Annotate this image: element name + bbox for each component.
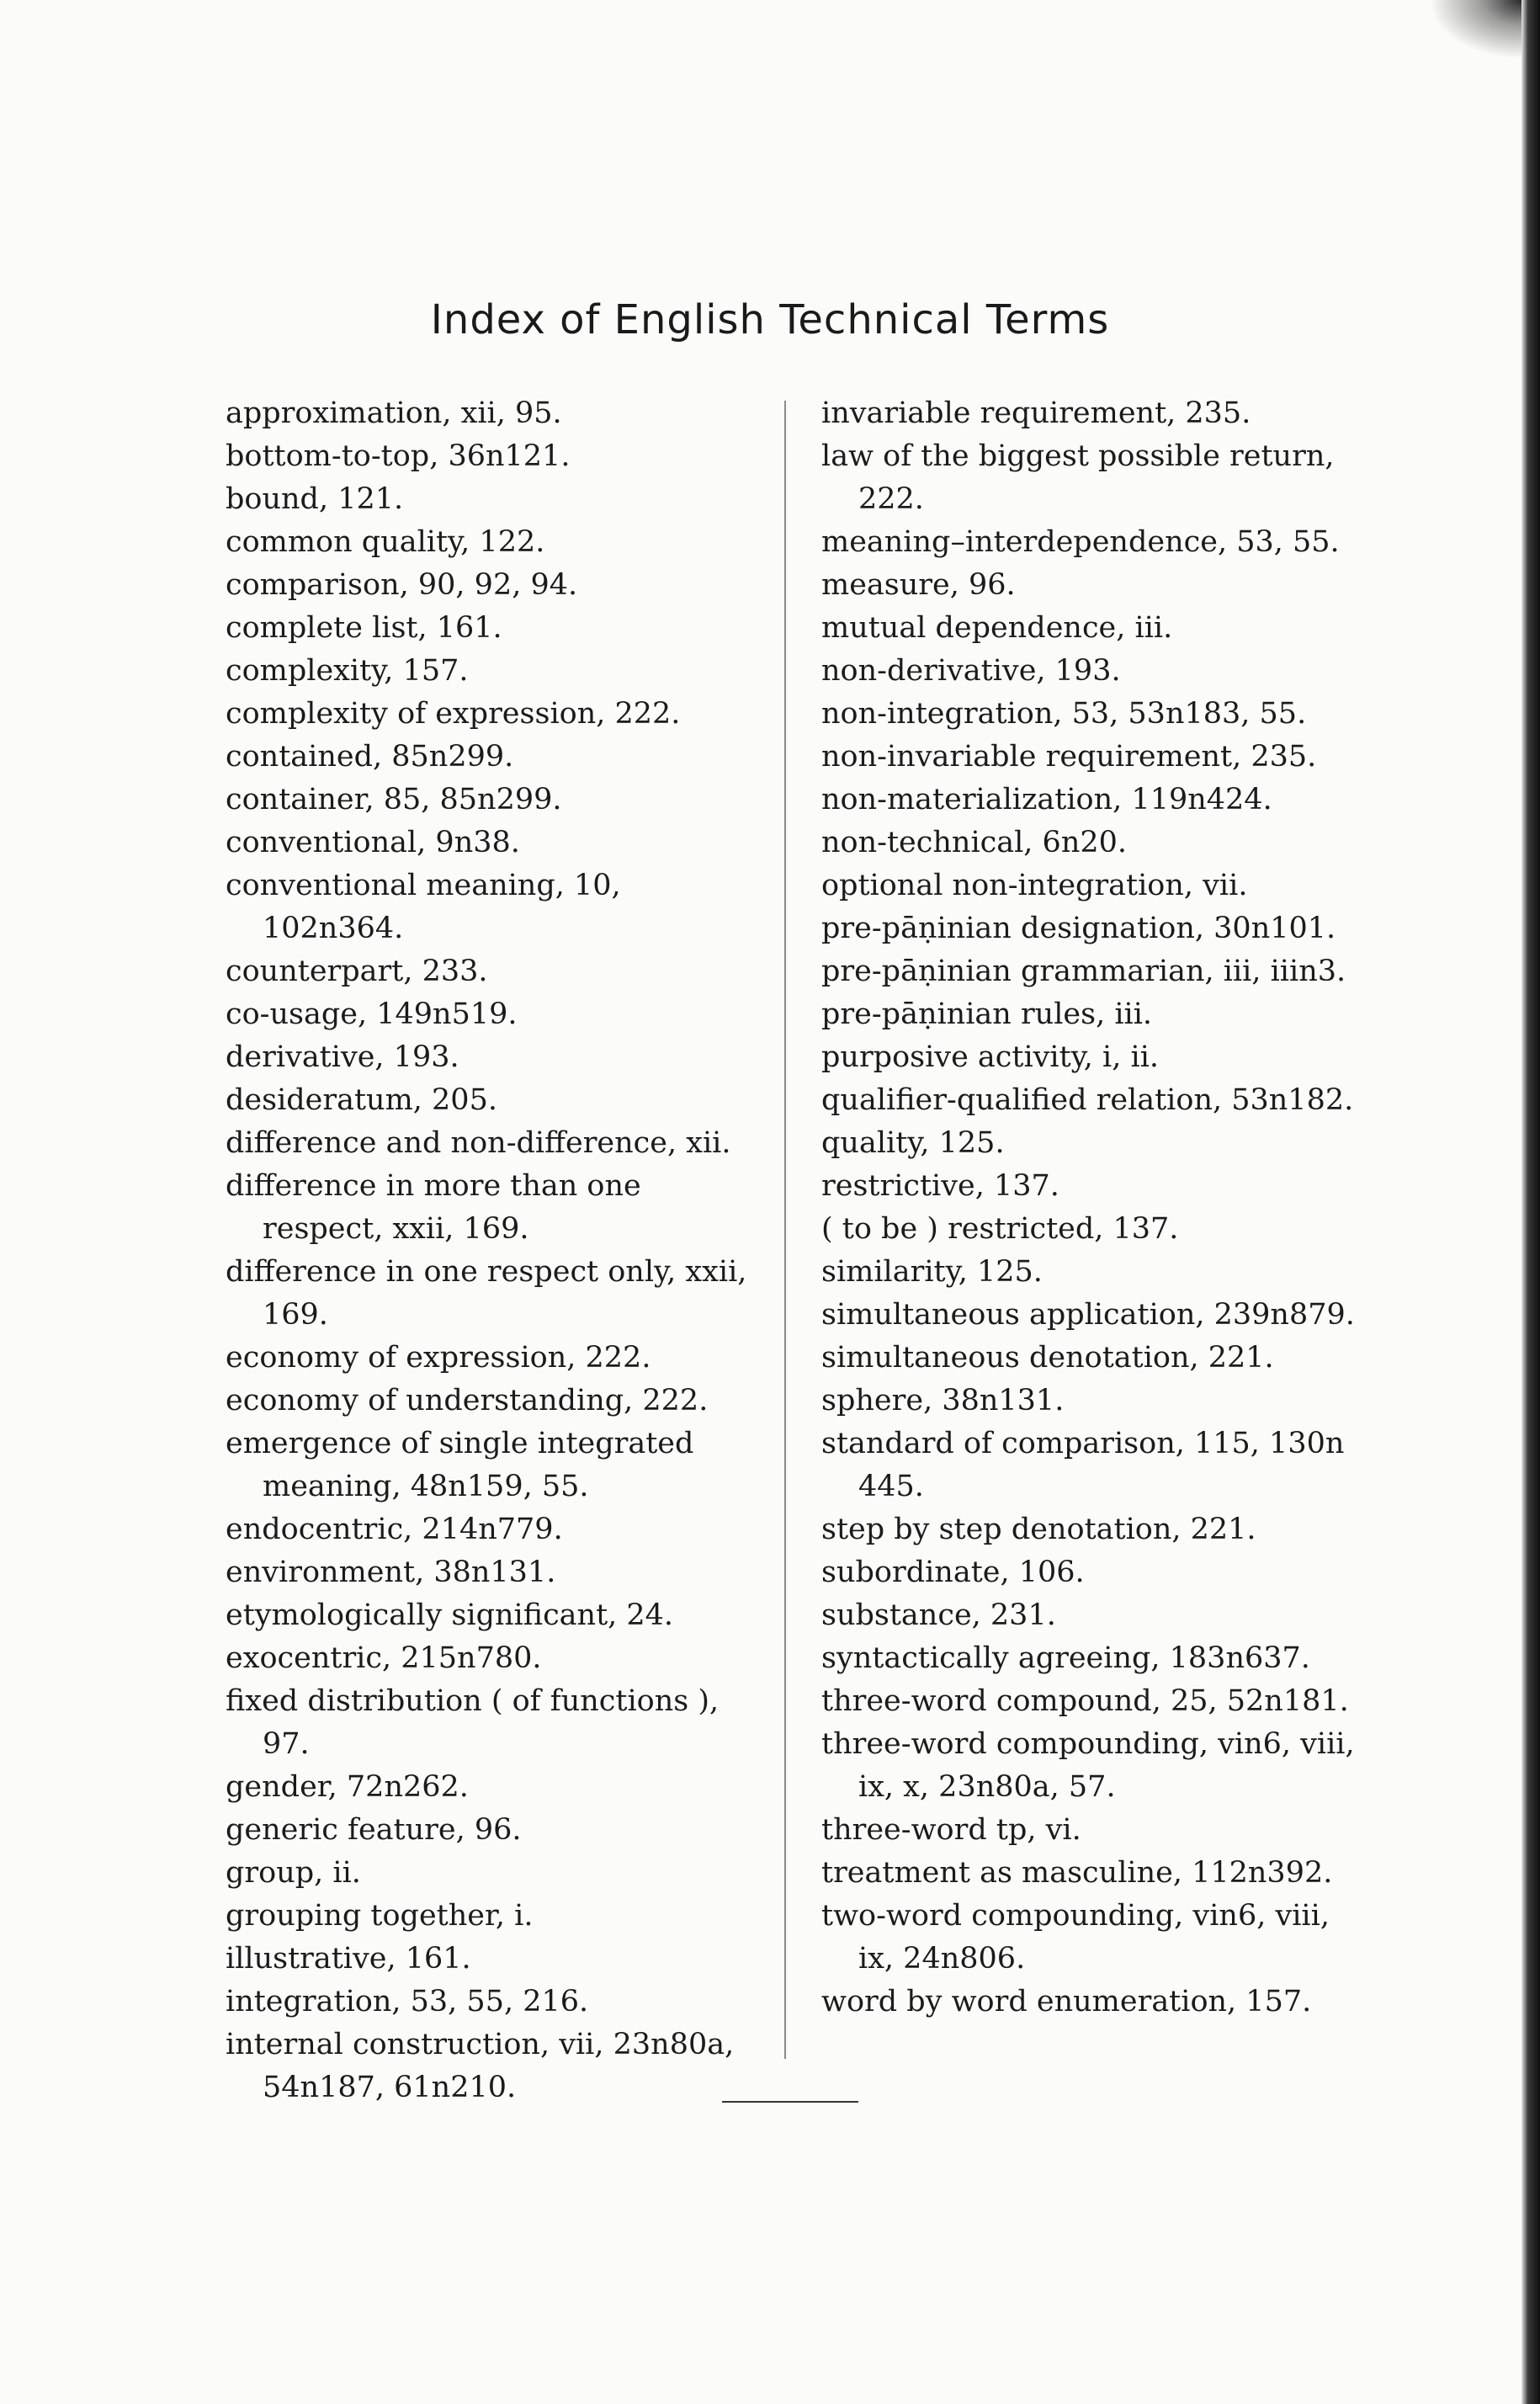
index-entry: restrictive, 137. [821, 1169, 1059, 1203]
index-column-left [226, 392, 764, 2109]
index-entry: non-materialization, 119n424. [821, 783, 1272, 816]
index-entry: two-word compounding, vin6, viii, ix, 24n806. [821, 1899, 1330, 1976]
index-entry: optional non-integration, vii. [821, 869, 1248, 902]
index-entry: bound, 121. [226, 482, 404, 516]
index-entry: quality, 125. [821, 1126, 1005, 1160]
index-entry: counterpart, 233. [226, 955, 488, 988]
index-entry: illustrative, 161. [226, 1942, 471, 1976]
index-entry: complexity of expression, 222. [226, 697, 681, 731]
index-entry: difference in one respect only, xxii, 169. [226, 1255, 747, 1332]
index-entry: endocentric, 214n779. [226, 1513, 563, 1546]
index-entry: non-integration, 53, 53n183, 55. [821, 697, 1307, 731]
index-entry: three-word compound, 25, 52n181. [821, 1684, 1349, 1718]
index-entry: subordinate, 106. [821, 1556, 1085, 1589]
index-entry: environment, 38n131. [226, 1556, 556, 1589]
page-binding-edge [1521, 0, 1540, 2404]
index-entry: complexity, 157. [226, 654, 469, 688]
index-entry: purposive activity, i, ii. [821, 1040, 1160, 1074]
index-entry: common quality, 122. [226, 525, 545, 559]
index-entry: qualifier-qualified relation, 53n182. [821, 1083, 1354, 1117]
index-entry: difference and non-difference, xii. [226, 1126, 731, 1160]
index-entry: derivative, 193. [226, 1040, 459, 1074]
index-entry: mutual dependence, iii. [821, 611, 1173, 645]
index-entry: contained, 85n299. [226, 740, 514, 774]
index-entry: gender, 72n262. [226, 1770, 469, 1804]
index-entry: three-word compounding, vin6, viii, ix, x, 23n80a, 57. [821, 1727, 1355, 1804]
index-entry: integration, 53, 55, 216. [226, 1985, 589, 2018]
index-entry: economy of understanding, 222. [226, 1384, 709, 1417]
index-entry: simultaneous denotation, 221. [821, 1341, 1274, 1375]
index-entry: non-derivative, 193. [821, 654, 1121, 688]
index-entry: simultaneous application, 239n879. [821, 1298, 1355, 1332]
index-entry: word by word enumeration, 157. [821, 1985, 1312, 2018]
index-entry: meaning–interdependence, 53, 55. [821, 525, 1340, 559]
index-entry: comparison, 90, 92, 94. [226, 568, 578, 602]
index-entry: fixed distribution ( of functions ), 97. [226, 1684, 720, 1761]
index-entry: economy of expression, 222. [226, 1341, 651, 1375]
index-entry: complete list, 161. [226, 611, 502, 645]
index-entry: non-invariable requirement, 235. [821, 740, 1317, 774]
index-entry: sphere, 38n131. [821, 1384, 1065, 1417]
index-entry: pre-pāṇinian grammarian, iii, iiin3. [821, 955, 1346, 988]
index-entry: grouping together, i. [226, 1899, 534, 1933]
index-entry: syntactically agreeing, 183n637. [821, 1641, 1310, 1675]
index-entry: emergence of single integrated meaning, 48n159, 55. [226, 1427, 694, 1503]
index-entry: exocentric, 215n780. [226, 1641, 542, 1675]
index-entry: three-word tp, vi. [821, 1813, 1081, 1847]
index-entry: pre-pāṇinian designation, 30n101. [821, 912, 1336, 945]
column-divider [784, 401, 786, 2059]
index-entry: desideratum, 205. [226, 1083, 497, 1117]
index-entry: step by step denotation, 221. [821, 1513, 1256, 1546]
index-entry: co-usage, 149n519. [226, 997, 518, 1031]
page-title: Index of English Technical Terms [430, 296, 1110, 343]
index-column-right [821, 392, 1368, 2024]
page-corner-shadow [1429, 0, 1521, 59]
index-entry: conventional meaning, 10, 102n364. [226, 869, 621, 945]
index-entry: ( to be ) restricted, 137. [821, 1212, 1179, 1246]
index-entry: internal construction, vii, 23n80a, 54n187, 61n210. [226, 2028, 735, 2104]
index-entry: pre-pāṇinian rules, iii. [821, 997, 1153, 1031]
index-entry: conventional, 9n38. [226, 826, 520, 859]
index-entry: approximation, xii, 95. [226, 396, 562, 430]
index-entry: generic feature, 96. [226, 1813, 522, 1847]
index-entry: similarity, 125. [821, 1255, 1043, 1289]
index-entry: difference in more than one respect, xxii, 169. [226, 1169, 641, 1246]
index-entry: bottom-to-top, 36n121. [226, 439, 571, 473]
index-entry: treatment as masculine, 112n392. [821, 1856, 1333, 1890]
index-entry: law of the biggest possible return, 222. [821, 439, 1335, 516]
index-entry: standard of comparison, 115, 130n 445. [821, 1427, 1345, 1503]
index-entry: invariable requirement, 235. [821, 396, 1251, 430]
index-entry: measure, 96. [821, 568, 1016, 602]
index-entry: container, 85, 85n299. [226, 783, 562, 816]
end-rule [722, 2101, 858, 2103]
index-entry: group, ii. [226, 1856, 361, 1890]
index-entry: substance, 231. [821, 1598, 1056, 1632]
index-entry: etymologically significant, 24. [226, 1598, 674, 1632]
index-entry: non-technical, 6n20. [821, 826, 1128, 859]
